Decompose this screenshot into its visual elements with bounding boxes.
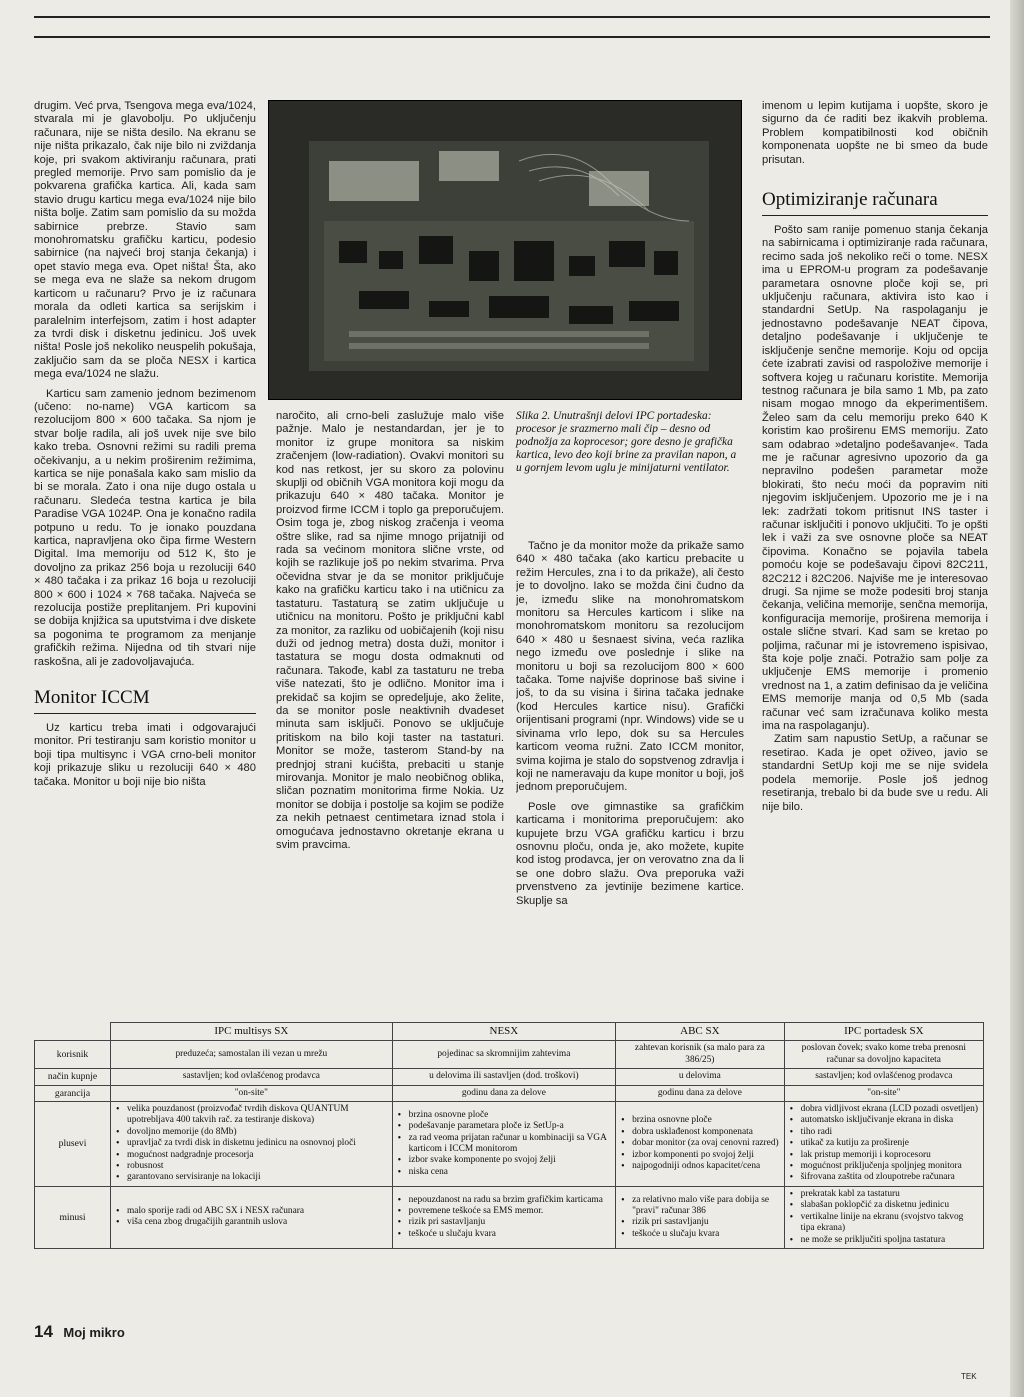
bullet-list xyxy=(621,1115,779,1172)
list-item: • niska cena xyxy=(398,1167,610,1178)
bullet-list xyxy=(116,1104,387,1184)
table-cell: poslovan čovek; svako kome treba prenosni računar sa dovoljno kapaciteta xyxy=(784,1041,983,1069)
paragraph: drugim. Već prva, Tsengova mega eva/1024, stvarala mi je glavobolju. Po uključenju računara, nije se ništa desilo. Na ekranu se nije ništa prikazalo, čak nije bilo ni zviždanja koje, pri svakom aktiviranju računara, prati pregled memorije. Prvo sam pomislio da je pokvarena grafička kartica. Ali, kada sam stavio drugu karticu mega eva/1024 nije bilo ništa bolje. Zatim sam pomislio da su možda sabirnice prebrze. Stavio sam monohromatsku grafičku karticu, podesio sabirnice (na najveći broj stanja čekanja) i opet stavio mega eva. Opet ništa! Šta, ako se mega eva ne slaže sa nekom drugom karticom u računaru? Prvo je iz računara morala da odleti kartica sa serijskim i paralelnim interfejsom, zatim i host adapter za tvrdi disk i disketnu jedinicu. Još uvek ništa! Posle još nekoliko neuspelih pokušaja, zaključio sam da se ploča NESX i kartica mega eva/1024 ne slažu. xyxy=(34,100,256,381)
row-header: način kupnje xyxy=(35,1069,111,1085)
list-item: • prekratak kabl za tastaturu xyxy=(790,1189,978,1200)
paragraph: Posle ove gimnastike sa grafičkim karticama i monitorima preporučujem: ako kupujete brzu VGA grafičku karticu i brzu osnovnu ploču, onda je, ako možete, kupite kod istog prodavca, jer on verovatno zna da li se one dobro slažu. Ova preporuka važi prvenstveno za jevtinije bezimene kartice. Skuplje sa xyxy=(516,800,744,907)
article-column-1 xyxy=(34,100,256,1000)
column-header: IPC multisys SX xyxy=(111,1023,393,1041)
table-cell xyxy=(111,1186,393,1248)
table-row xyxy=(35,1085,984,1101)
row-header: plusevi xyxy=(35,1102,111,1187)
list-item: • tiho radi xyxy=(790,1127,978,1138)
list-item: • brzina osnovne ploče xyxy=(621,1115,779,1126)
table-cell: "on-site" xyxy=(784,1085,983,1101)
column-header: IPC portadesk SX xyxy=(784,1023,983,1041)
column-header: NESX xyxy=(392,1023,615,1041)
list-item: • viša cena zbog drugačijih garantnih uslova xyxy=(116,1217,387,1228)
page-edge-shadow xyxy=(1010,0,1024,1397)
top-rule-thin xyxy=(34,16,990,18)
motherboard-illustration xyxy=(269,101,742,400)
page-number: 14 xyxy=(34,1322,53,1341)
list-item: • nepouzdanost na radu sa brzim grafičkim karticama xyxy=(398,1195,610,1206)
article-column-3 xyxy=(516,540,744,1002)
list-item: • robusnost xyxy=(116,1161,387,1172)
page-footer xyxy=(34,1322,125,1342)
paragraph: Pošto sam ranije pomenuo stanja čekanja na sabirnicama i optimiziranje rada računara, recimo sada još nekoliko reči o tome. NESX ima u EPROM-u program za podešavanje parametara osnovne ploče koji se, pri uključenju računara, aktivira isto kao i standardni SetUp. Na raspolaganju je jednostavno podešavanje NEAT čipova, detaljno podešavanje i uključenje te isključenje senčne memorije. Koju od opcija ćete izabrati zavisi od raspoložive memorije i softvera kojeg u računaru koristite. Memorija testnog računara je bila samo 1 Mb, pa zato nisam mogao mnogo da ekperimentišem. Želeo sam da celu memoriju preko 640 K koristim kao proširenu EMS memoriju. Zato sam odabrao »detaljno podešavanje«. Tada me je računar agresivno upozorio da ga nepravilno podešen parametar može blokirati, što neću moći da popravim niti njegovim isključenjem. Upozorio me je i na lek: zadržati tokom pritisnut INS taster i računar isključiti i ponovo uključiti. To je opšti lek i važi za sve osnovne ploče sa NEAT čipovima. Konačno se pojavila tabela pomoću koje se podešavaju čipovi 82C211, 82C212 i 82C206. Najviše me je interesovao drugi. Sa njime se može podesiti broj stanja čekanja, veličina memorije, senčna memorija, konfiguracija memorije, proširena memorija i ostale slične stvari. Kad sam se kretao po poljima, računar mi je istovremeno ispisivao, šta koje polje znači. Potražio sam polje za uključenje EMS memorije i promenio vrednost na 1, a zatim definisao da je veličina EMS memorije manja od 0,5 Mb (sada računar već sam izračunava koliko mesta ima na raspolaganju). xyxy=(762,224,988,733)
list-item: • rizik pri sastavljanju xyxy=(398,1217,610,1228)
list-item: • teškoće u slučaju kvara xyxy=(398,1229,610,1240)
list-item: • lak pristup memoriji i koprocesoru xyxy=(790,1150,978,1161)
list-item: • slabašan poklopčić za disketnu jedinicu xyxy=(790,1200,978,1211)
list-item: • izbor svake komponente po svojoj želji xyxy=(398,1155,610,1166)
list-item: • mogućnost nadgradnje procesorja xyxy=(116,1150,387,1161)
photo-motherboard xyxy=(268,100,742,400)
paragraph: naročito, ali crno-beli zaslužuje malo više pažnje. Malo je nestandardan, jer je to monitor iz grupe monitora sa niskim zračenjem (low-radiation). Ovakvi monitori su kod nas retkost, jer su skoro za polovinu skuplji od običnih VGA monitora koji mogu da prikazuju 640 × 480 tačaka. Monitor je proizvod firme ICCM i toplo ga preporučujem. Osim toga je, zbog niskog zračenja i veoma oštre slike, rad sa njime mnogo prijatniji od rada sa većinom monitora slične vrste, od kojih se razlikuje još po nekim stvarima. Prva očevidna stvar je da se monitor priključuje kako na grafičku karticu tako i na utičnicu za tastaturu. Tastaturą se zatim uključuje u utičnicu na monitoru. Pošto je priključni kabl za monitor, za razliku od uobičajenih (koji nisu duži od jednog metra) dosta duži, monitor i tastatura se mogu dosta odmaknuti od računara. Takođe, kabl za tastaturu ne treba više natezati, što je odlično. Monitor ima i prekidač sa kojim se opredeljuje, ako želite, da se monitor posle neaktivnih dvadeset minuta sam isključi. Ponovo se uključuje pritiskom na bilo koji taster na tastaturi. Monitor se može, tasterom Stand-by na prednjoj strani kućišta, prebaciti u stanje mirovanja. Monitor je malo neobičnog oblika, sličan poznatim monitorima firme Nokia. Uz monitor se dobija i postolje sa kojim se podiže za nekih petnaest centimetara iznad stola i omogućava jednostavno okretanje ekrana u svim pravcima. xyxy=(276,410,504,851)
list-item: • izbor komponenti po svojoj želji xyxy=(621,1150,779,1161)
list-item: • automatsko isključivanje ekrana in diska xyxy=(790,1115,978,1126)
table-row xyxy=(35,1041,984,1069)
list-item: • malo sporije radi od ABC SX i NESX računara xyxy=(116,1206,387,1217)
list-item: • podešavanje parametara ploče iz SetUp-a xyxy=(398,1121,610,1132)
table-cell: preduzeća; samostalan ili vezan u mrežu xyxy=(111,1041,393,1069)
list-item: • za rad veoma prijatan računar u kombinaciji sa VGA karticom i ICCM monitorom xyxy=(398,1133,610,1156)
paragraph: Uz karticu treba imati i odgovarajući monitor. Pri testiranju sam koristio monitor u boji tipa multisync i VGA crno-beli monitor koji prikazuje sliku u rezoluciji 640 × 480 tačaka. Monitor u boji nije bio ništa xyxy=(34,722,256,788)
list-item: • teškoće u slučaju kvara xyxy=(621,1229,779,1240)
table-cell xyxy=(392,1102,615,1187)
list-item: • šifrovana zaštita od zloupotrebe računara xyxy=(790,1172,978,1183)
table-cell: sastavljen; kod ovlašćenog prodavca xyxy=(111,1069,393,1085)
list-item: • ne može se priključiti spoljna tastatura xyxy=(790,1235,978,1246)
list-item: • dobra usklađenost komponenata xyxy=(621,1127,779,1138)
table-cell: zahtevan korisnik (sa malo para za 386/25) xyxy=(616,1041,785,1069)
paragraph: imenom u lepim kutijama i uopšte, skoro je sigurno da će raditi bez ikakvih problema. Problem kompatibilnosti kod običnih komponenata uopšte ne bi smeo da bude prisutan. xyxy=(762,100,988,166)
table-cell xyxy=(784,1186,983,1248)
photo-caption: Slika 2. Unutrašnji delovi IPC portadeska: procesor je srazmerno mali čip – desno od podnožja za koprocesor; gore desno je grafička kartica, levo deo koji brine za pravilan napon, a u gornjem levom uglu je minijaturni ventilator. xyxy=(516,410,737,474)
section-heading-monitor-iccm: Monitor ICCM xyxy=(34,687,256,714)
end-mark: TEK xyxy=(961,1372,977,1381)
row-header: korisnik xyxy=(35,1041,111,1069)
table-cell: u delovima xyxy=(616,1069,785,1085)
bullet-list xyxy=(398,1195,610,1241)
list-item: • upravljač za tvrdi disk in disketnu jedinicu na osnovnoj ploči xyxy=(116,1138,387,1149)
list-item: • brzina osnovne ploče xyxy=(398,1110,610,1121)
table-cell: sastavljen; kod ovlašćenog prodavca xyxy=(784,1069,983,1085)
comparison-table xyxy=(34,1022,984,1249)
table-row xyxy=(35,1069,984,1085)
paragraph: Karticu sam zamenio jednom bezimenom (učeno: no-name) VGA karticom sa rezolucijom 800 × 600 tačaka. Sa njom je stvar bolje radila, ali još uvek nije sve bilo kako treba. Osnovni režimi su radili prema očekivanju, a u nekim proširenim režimima, kartica se nije ponašala kako sam mislio da bi se morala. Zato i ona nije dugo ostala u računaru. Sledeća testna kartica je bila Paradise VGA 1024P. Ona je konačno radila potpuno u redu. To je ionako pouzdana kartica, napravljena oko čipa firme Western Digital. Ima memoriju od 512 K, što je dovoljno za prikaz 256 boja u rezoluciji 640 × 480 tačaka i za prikaz 16 boja u rezoluciji 800 × 600 i 1024 × 768 tačaka. Najveća se rezolucija postiže preplitanjem. Pri kupovini se dobija knjižica sa uputstvima i dve diskete sa pogonima te programom za menjanje grafičkih režima. Nijedna od tih stvari nije raskošna, ali je zadovoljavajuća. xyxy=(34,387,256,668)
paragraph: Tačno je da monitor može da prikaže samo 640 × 480 tačaka (ako karticu prebacite u režim Hercules, zna i to da prikaže), ali često je to dovoljno. Iako se možda čini čudno da je, između slike na monohromatskom monitoru sa Hercules karticom i slike na monohromatskom monitoru sa rezolucijom 640 × 480 u šesnaest sivina, veća razlika nego između ove poslednje i slike na monitoru u boji sa rezolucijom 800 × 600 tačaka. Tome najviše doprinose baš sivine i još, to da su visina i širina tačaka jednake (kod Hercules kartice nisu). Grafički orijentisani programi (npr. Windows) vide se u sivinama vrlo lepo, dok su sa Hercules karticom veoma ružni. Zato ICCM monitor, svima kojima je stalo do sopstvenog zdravlja i koji ne nameravaju da kupe monitor u boji, još jednom preporučujem. xyxy=(516,540,744,794)
table-row-plusevi xyxy=(35,1102,984,1187)
bullet-list xyxy=(790,1104,978,1184)
article-column-4 xyxy=(762,100,988,1002)
list-item: • za relativno malo više para dobija se "pravi" računar 386 xyxy=(621,1195,779,1218)
list-item: • dobar monitor (za ovaj cenovni razred) xyxy=(621,1138,779,1149)
table-cell xyxy=(392,1186,615,1248)
top-rule xyxy=(34,36,990,38)
list-item: • rizik pri sastavljanju xyxy=(621,1217,779,1228)
table-cell xyxy=(111,1102,393,1187)
bullet-list xyxy=(790,1189,978,1246)
table-cell xyxy=(616,1102,785,1187)
bullet-list xyxy=(398,1110,610,1178)
row-header: garancija xyxy=(35,1085,111,1101)
table-cell: pojedinac sa skromnijim zahtevima xyxy=(392,1041,615,1069)
column-header: ABC SX xyxy=(616,1023,785,1041)
table-cell: u delovima ili sastavljen (dod. troškovi) xyxy=(392,1069,615,1085)
list-item: • dovoljno memorije (do 8Mb) xyxy=(116,1127,387,1138)
list-item: • velika pouzdanost (proizvođač tvrdih diskova QUANTUM upotrebljava 400 takvih rač. za testiranje diskova) xyxy=(116,1104,387,1127)
list-item: • garantovano servisiranje na lokaciji xyxy=(116,1172,387,1183)
list-item: • mogućnost priključenja spoljnjeg monitora xyxy=(790,1161,978,1172)
table-cell: godinu dana za delove xyxy=(392,1085,615,1101)
table-cell xyxy=(784,1102,983,1187)
table-cell: "on-site" xyxy=(111,1085,393,1101)
list-item: • utikač za kutiju za proširenje xyxy=(790,1138,978,1149)
bullet-list xyxy=(621,1195,779,1241)
row-header: minusi xyxy=(35,1186,111,1248)
paragraph: Zatim sam napustio SetUp, a računar se resetirao. Kada je opet oživeo, javio se standardni SetUp koji me se nije svidela podela memorije. Posle još jednog resetiranja, trebalo bi da bude sve u redu. Ali nije bilo. xyxy=(762,733,988,813)
magazine-name: Moj mikro xyxy=(63,1325,125,1340)
list-item: • povremene teškoće sa EMS memor. xyxy=(398,1206,610,1217)
list-item: • najpogodniji odnos kapacitet/cena xyxy=(621,1161,779,1172)
table-header-row xyxy=(35,1023,984,1041)
table-row-minusi xyxy=(35,1186,984,1248)
table-cell: godinu dana za delove xyxy=(616,1085,785,1101)
table-corner xyxy=(35,1023,111,1041)
list-item: • vertikalne linije na ekranu (svojstvo takvog tipa ekrana) xyxy=(790,1212,978,1235)
bullet-list xyxy=(116,1206,387,1229)
table-cell xyxy=(616,1186,785,1248)
section-heading-optimiziranje: Optimiziranje računara xyxy=(762,189,988,216)
list-item: • dobra vidljivost ekrana (LCD pozadi osvetljen) xyxy=(790,1104,978,1115)
article-column-2 xyxy=(276,410,504,1002)
